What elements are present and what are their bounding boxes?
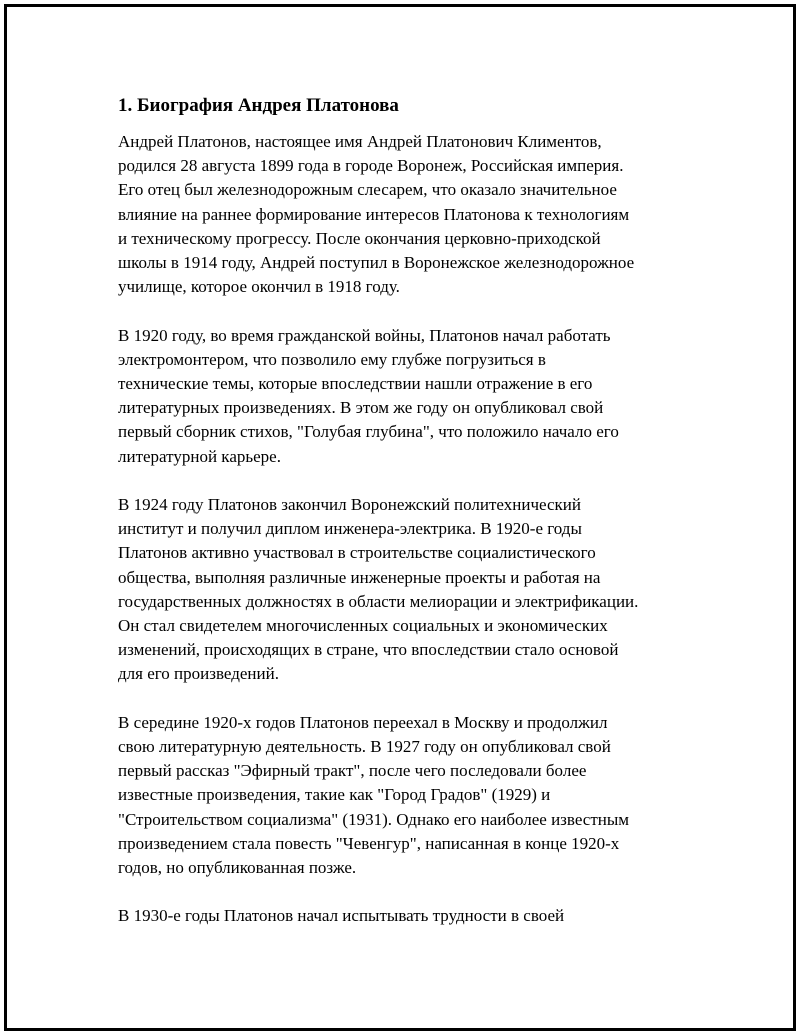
paragraph-list [118, 130, 698, 929]
text-line: изменений, происходящих в стране, что впоследствии стало основой [118, 640, 619, 660]
text-line: и техническому прогрессу. После окончания церковно-приходской [118, 228, 601, 248]
text-line: произведением стала повесть "Чевенгур", написанная в конце 1920-х [118, 833, 620, 853]
text-line: литературной карьере. [118, 446, 281, 466]
paragraph [118, 904, 698, 928]
text-line: технические темы, которые впоследствии нашли отражение в его [118, 374, 593, 394]
text-line: училище, которое окончил в 1918 году. [118, 277, 400, 297]
text-line: первый сборник стихов, "Голубая глубина", что положило начало его [118, 422, 619, 442]
text-line: первый рассказ "Эфирный тракт", после чего последовали более [118, 761, 587, 781]
text-line: "Строительством социализма" (1931). Однако его наиболее известным [118, 809, 630, 829]
document-body [118, 93, 698, 953]
text-line: В 1930-е годы Платонов начал испытывать трудности в своей [118, 906, 565, 926]
text-line: общества, выполняя различные инженерные проекты и работая на [118, 567, 601, 587]
text-line: В 1924 году Платонов закончил Воронежский политехнический [118, 495, 581, 515]
text-line: В 1920 году, во время гражданской войны, Платонов начал работать [118, 325, 611, 345]
paragraph [118, 711, 698, 880]
text-line: литературных произведениях. В этом же году он опубликовал свой [118, 398, 604, 418]
text-line: институт и получил диплом инженера-электрика. В 1920-е годы [118, 519, 582, 539]
text-line: государственных должностях в области мелиорации и электрификации. [118, 591, 639, 611]
text-line: свою литературную деятельность. В 1927 году он опубликовал свой [118, 737, 611, 757]
text-line: годов, но опубликованная позже. [118, 858, 357, 878]
text-line: Его отец был железнодорожным слесарем, что оказало значительное [118, 180, 617, 200]
paragraph [118, 324, 698, 469]
text-line: родился 28 августа 1899 года в городе Воронеж, Российская империя. [118, 156, 624, 176]
text-line: влияние на раннее формирование интересов Платонова к технологиям [118, 204, 630, 224]
text-line: школы в 1914 году, Андрей поступил в Воронежское железнодорожное [118, 253, 635, 273]
text-line: Платонов активно участвовал в строительстве социалистического [118, 543, 596, 563]
paragraph [118, 493, 698, 687]
text-line: Андрей Платонов, настоящее имя Андрей Платонович Климентов, [118, 132, 602, 151]
text-line: для его произведений. [118, 664, 279, 684]
section-heading: 1. Биография Андрея Платонова [118, 95, 399, 116]
text-line: В середине 1920-х годов Платонов переехал в Москву и продолжил [118, 712, 608, 732]
paragraph [118, 130, 698, 299]
text-line: известные произведения, такие как "Город Градов" (1929) и [118, 785, 551, 805]
text-line: Он стал свидетелем многочисленных социальных и экономических [118, 616, 608, 636]
text-line: электромонтером, что позволило ему глубже погрузиться в [118, 349, 546, 369]
